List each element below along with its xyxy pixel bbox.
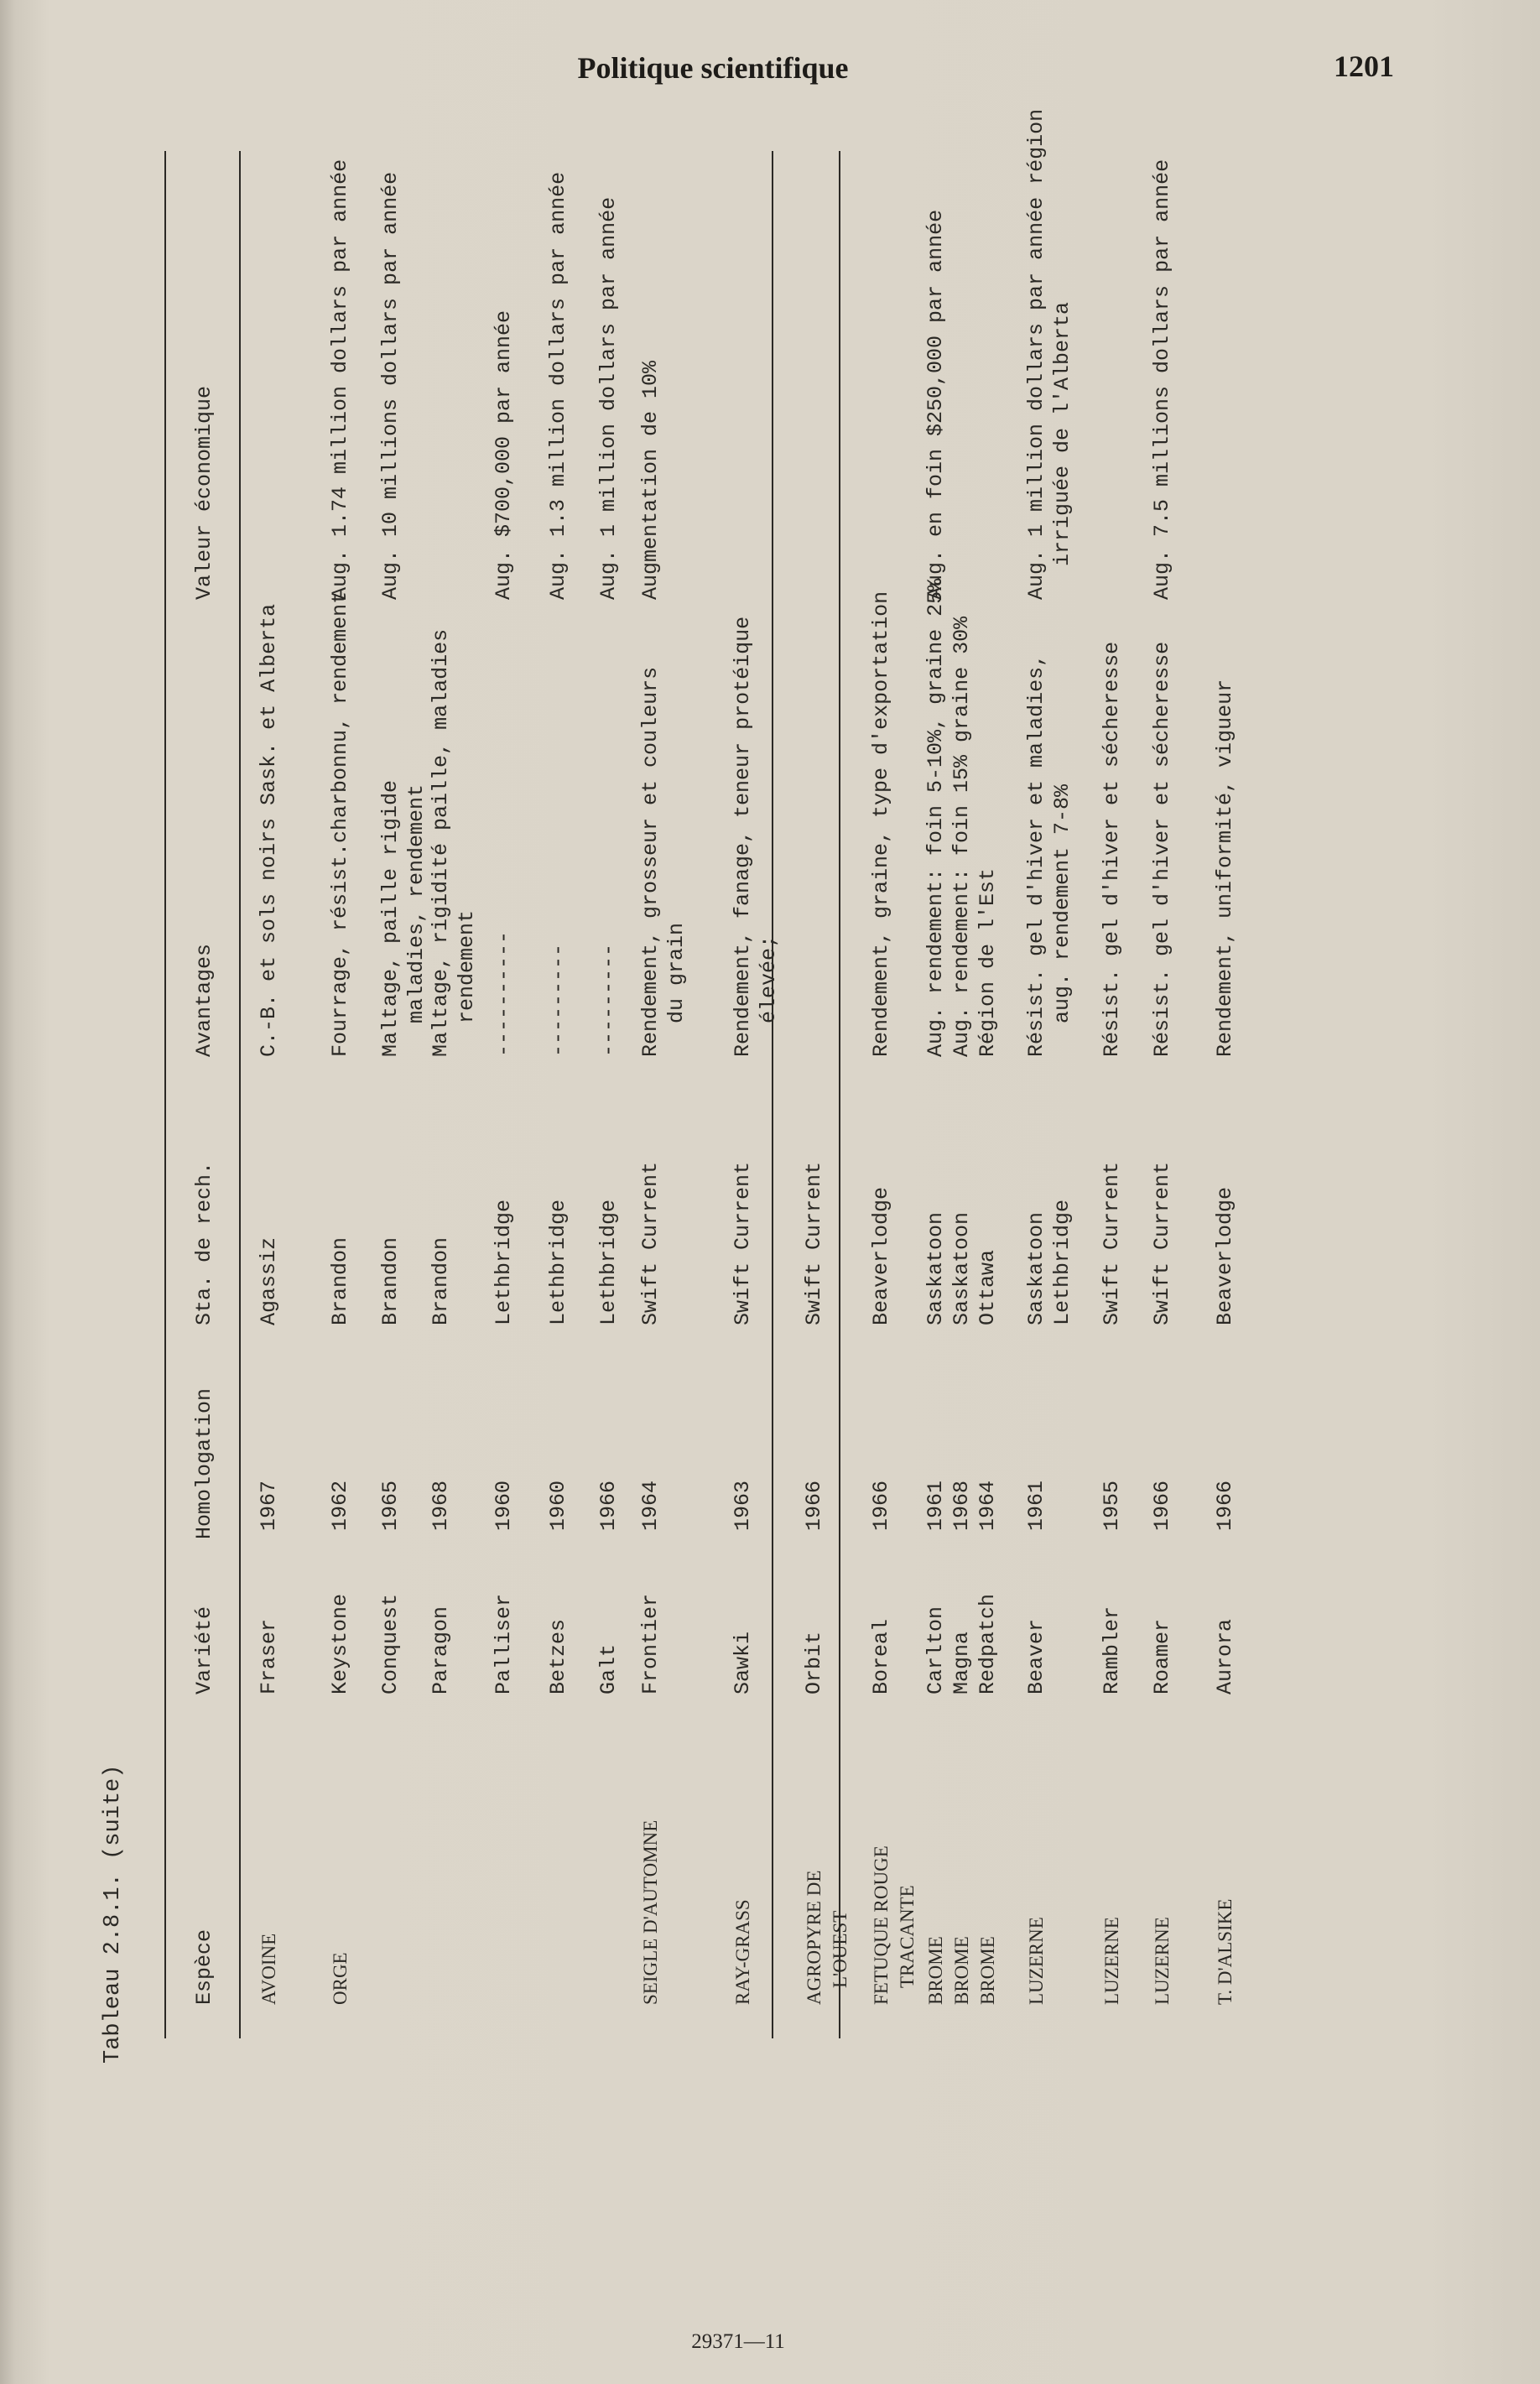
table-cell-homologation: 1960 — [492, 1480, 516, 1531]
table-section-rule-1 — [772, 151, 773, 2038]
table-cell-variete: Carlton — [923, 1606, 948, 1694]
table-cell-homologation: 1967 — [257, 1480, 281, 1531]
table-cell-variete: Betzes — [546, 1618, 570, 1694]
table-cell-valeur: Aug. 1.74 million dollars par année — [328, 159, 352, 600]
table-cell-avantages: rendement — [455, 909, 479, 1023]
table-cell-homologation: 1963 — [731, 1480, 755, 1531]
table-cell-avantages: Rendement, graine, type d'exportation — [869, 591, 893, 1057]
table-cell-valeur: Augmentation de 10% — [638, 360, 663, 600]
table-cell-variete: Beaver — [1024, 1618, 1048, 1694]
table-cell-homologation: 1962 — [328, 1480, 352, 1531]
table-cell-avantages: du grain — [664, 922, 689, 1023]
table-cell-avantages: Fourrage, résist.charbonnu, rendement — [328, 591, 352, 1057]
table-cell-station: Lethbridge — [546, 1199, 570, 1325]
table-cell-variete: Orbit — [802, 1631, 826, 1694]
col-header-station: Sta. de rech. — [192, 1161, 216, 1325]
table-cell-homologation: 1968 — [949, 1480, 974, 1531]
table-header-rule — [239, 151, 241, 2038]
table-cell-avantages: Résist. gel d'hiver et maladies, — [1024, 653, 1048, 1057]
table-cell-avantages: Résist. gel d'hiver et sécheresse — [1100, 641, 1124, 1057]
table-cell-station: Swift Current — [731, 1161, 755, 1325]
table-cell-avantages: Résist. gel d'hiver et sécheresse — [1150, 641, 1174, 1057]
running-title: Politique scientifique — [577, 51, 849, 85]
table-cell-avantages: Aug. rendement: foin 5-10%, graine 25% — [923, 578, 948, 1057]
table-cell-avantages: Rendement, grosseur et couleurs — [638, 666, 663, 1057]
table-cell-valeur: Aug. 1 million dollars par année — [596, 196, 621, 600]
table-cell-variete: Magna — [949, 1631, 974, 1694]
table-cell-espece: BROME — [951, 1936, 972, 2005]
table-cell-valeur: Aug. 10 millions dollars par année — [378, 171, 403, 600]
table-cell-avantages: C.-B. et sols noirs Sask. et Alberta — [257, 603, 281, 1057]
table-cell-variete: Fraser — [257, 1618, 281, 1694]
table-cell-avantages: Aug. rendement: foin 15% graine 30% — [949, 616, 974, 1057]
table-cell-homologation: 1961 — [1024, 1480, 1048, 1531]
table-caption: Tableau 2.8.1. (suite) — [101, 1764, 126, 2064]
table-cell-avantages: Maltage, paille rigide — [378, 779, 403, 1057]
table-cell-espece: AGROPYRE DE — [804, 1870, 825, 2005]
table-cell-station: Swift Current — [802, 1161, 826, 1325]
table-cell-espece: RAY-GRASS — [732, 1899, 753, 2005]
table-cell-station: Lethbridge — [492, 1199, 516, 1325]
table-cell-avantages: élevée; — [757, 934, 781, 1023]
table-cell-variete: Conquest — [378, 1593, 403, 1694]
table-cell-espece: LUZERNE — [1152, 1917, 1173, 2005]
table-cell-variete: Aurora — [1213, 1618, 1237, 1694]
table-cell-variete: Roamer — [1150, 1618, 1174, 1694]
table-cell-valeur: Aug. $700,000 par année — [492, 310, 516, 600]
table-top-rule — [164, 151, 166, 2038]
table-cell-homologation: 1964 — [638, 1480, 663, 1531]
table-cell-station: Swift Current — [1150, 1161, 1174, 1325]
table-cell-station: Brandon — [429, 1236, 453, 1325]
table-cell-station: Saskatoon — [949, 1211, 974, 1325]
rotated-table — [84, 108, 1258, 2064]
table-cell-homologation: 1961 — [923, 1480, 948, 1531]
table-cell-homologation: 1968 — [429, 1480, 453, 1531]
table-cell-variete: Rambler — [1100, 1606, 1124, 1694]
table-cell-homologation: 1955 — [1100, 1480, 1124, 1531]
table-cell-espece: LUZERNE — [1026, 1917, 1047, 2005]
table-cell-espece: FETUQUE ROUGE — [871, 1845, 892, 2005]
table-cell-station: Beaverlodge — [1213, 1186, 1237, 1325]
table-cell-homologation: 1960 — [546, 1480, 570, 1531]
table-cell-station: Ottawa — [976, 1249, 1000, 1325]
table-cell-station: Saskatoon — [923, 1211, 948, 1325]
col-header-espece: Espèce — [192, 1929, 216, 2005]
table-cell-avantages: Rendement, uniformité, vigueur — [1213, 679, 1237, 1057]
table-cell-station: Agassiz — [257, 1236, 281, 1325]
page-footer: 29371—11 — [691, 2330, 785, 2353]
table-cell-variete: Paragon — [429, 1606, 453, 1694]
table-cell-homologation: 1965 — [378, 1480, 403, 1531]
table-cell-valeur: Aug. 7.5 millions dollars par année — [1150, 159, 1174, 600]
table-cell-espece: BROME — [925, 1936, 946, 2005]
table-cell-avantages: --------- — [546, 943, 570, 1057]
table-cell-variete: Sawki — [731, 1631, 755, 1694]
table-cell-valeur: Aug. 1.3 million dollars par année — [546, 171, 570, 600]
col-header-variete: Variété — [192, 1606, 216, 1694]
table-cell-variete: Frontier — [638, 1593, 663, 1694]
table-cell-espece: BROME — [977, 1936, 998, 2005]
table-cell-valeur: irriguée de l'Alberta — [1050, 301, 1074, 566]
table-cell-valeur: Aug. en foin $250,000 par année — [923, 209, 948, 600]
table-cell-homologation: 1966 — [1150, 1480, 1174, 1531]
table-cell-avantages: Maltage, rigidité paille, maladies — [429, 628, 453, 1057]
table-cell-valeur: Aug. 1 million dollars par année région — [1024, 108, 1048, 600]
table-cell-station: Saskatoon — [1024, 1211, 1048, 1325]
page-number: 1201 — [1334, 49, 1394, 83]
table-section-rule-2 — [839, 151, 840, 2038]
table-cell-station: Lethbridge — [1050, 1199, 1074, 1325]
table-cell-variete: Boreal — [869, 1618, 893, 1694]
table-cell-station: Swift Current — [638, 1161, 663, 1325]
table-cell-avantages: maladies, rendement — [404, 783, 429, 1023]
table-cell-homologation: 1966 — [1213, 1480, 1237, 1531]
table-cell-espece: ORGE — [330, 1952, 351, 2005]
table-cell-espece: T. D'ALSIKE — [1215, 1898, 1236, 2005]
table-cell-homologation: 1964 — [976, 1480, 1000, 1531]
table-cell-espece: LUZERNE — [1101, 1917, 1122, 2005]
col-header-homologation: Homologation — [192, 1387, 216, 1539]
table-cell-variete: Redpatch — [976, 1593, 1000, 1694]
table-cell-espece: L'OUEST — [830, 1910, 851, 1988]
table-cell-espece: TRACANTE — [897, 1885, 918, 1988]
table-cell-espece: SEIGLE D'AUTOMNE — [640, 1819, 661, 2005]
table-cell-homologation: 1966 — [802, 1480, 826, 1531]
table-cell-avantages: --------- — [596, 943, 621, 1057]
col-header-valeur: Valeur économique — [192, 385, 216, 600]
table-cell-station: Brandon — [328, 1236, 352, 1325]
table-cell-station: Brandon — [378, 1236, 403, 1325]
table-cell-avantages: ---------- — [492, 930, 516, 1057]
table-cell-variete: Galt — [596, 1643, 621, 1694]
table-cell-station: Swift Current — [1100, 1161, 1124, 1325]
table-cell-espece: AVOINE — [258, 1933, 279, 2005]
table-cell-station: Beaverlodge — [869, 1186, 893, 1325]
table-cell-avantages: Rendement, fanage, teneur protéique — [731, 616, 755, 1057]
col-header-avantages: Avantages — [192, 943, 216, 1057]
table-cell-homologation: 1966 — [869, 1480, 893, 1531]
table-cell-station: Lethbridge — [596, 1199, 621, 1325]
table-cell-avantages: aug. rendement 7-8% — [1050, 783, 1074, 1023]
table-cell-avantages: Région de l'Est — [976, 867, 1000, 1057]
table-cell-homologation: 1966 — [596, 1480, 621, 1531]
table-cell-variete: Palliser — [492, 1593, 516, 1694]
table-cell-variete: Keystone — [328, 1593, 352, 1694]
